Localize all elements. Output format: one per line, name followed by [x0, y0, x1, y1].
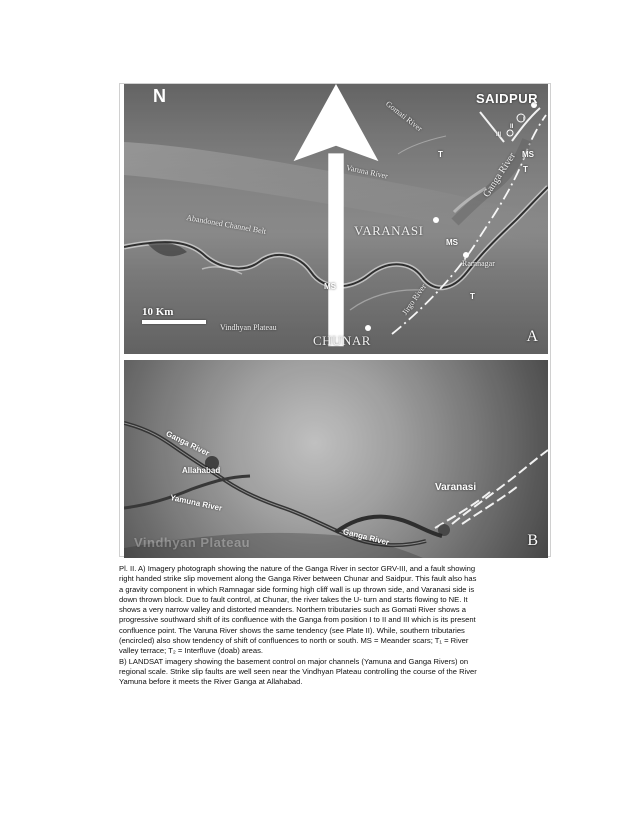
caption-line-2: right handed strike slip movement along the Ganga River between Chunar and Saidpur. This fault also has [119, 574, 477, 584]
caption-line-10: B) LANDSAT imagery showing the basement control on major channels (Yamuna and Ganga Rivers) on [119, 656, 469, 666]
terrace-label-1: T [438, 150, 443, 159]
ganga-river-left-label: Ganga River [164, 429, 211, 458]
ramnagar-label: Ramnagar [462, 259, 495, 268]
terrace-label-3: T [470, 292, 475, 301]
terrace-label-2: T [523, 165, 528, 174]
saidpur-label: SAIDPUR [476, 91, 539, 106]
gomati-river-label: Gomati River [384, 99, 425, 134]
vindhyan-plateau-faint-label: Vindhyan Plateau [134, 535, 251, 550]
figure-caption [119, 564, 551, 688]
caption-line-6: progressive southward shift of its confluence with the Ganga from position I to II and III which is its present [119, 615, 476, 625]
chunar-label: CHUNAR [313, 333, 371, 348]
panel-b-letter: B [527, 532, 538, 549]
caption-line-9: valley terrace; T₂ = Interfluve (doab) areas. [119, 646, 263, 656]
varuna-river-label: Varuna River [345, 163, 389, 181]
abandoned-channel-belt-label: Abandoned Channel Belt [185, 213, 267, 236]
panel-b-map [124, 360, 548, 558]
ganga-river-bottom-label: Ganga River [342, 527, 390, 548]
figure-plate [119, 83, 551, 557]
scale-bar [142, 320, 206, 324]
meander-scar-label-2: MS [446, 238, 458, 247]
caption-line-4: down thrown block. Due to fault control, at Chunar, the river takes the U- turn and starts flowing to NE. It [119, 594, 468, 604]
north-label: N [153, 86, 166, 106]
gomati-confluence-3-label: III [496, 132, 502, 138]
caption-line-8: (encircled) also show tendency of shift of confluences to north or south. MS = Meander scars; T₁ = River [119, 636, 469, 646]
jirgo-river-label: Jirgo River [400, 282, 428, 317]
panel-a-map [124, 84, 548, 354]
varanasi-label-b: Varanasi [435, 482, 477, 493]
scale-label: 10 Km [142, 306, 174, 318]
panel-a-letter: A [526, 328, 538, 345]
caption-line-1: Pl. II. A) Imagery photograph showing the nature of the Ganga River in sector GRV-III, and a fault showing [119, 564, 476, 573]
gomati-confluence-1-label: I [523, 117, 525, 123]
vindhyan-plateau-label: Vindhyan Plateau [220, 323, 277, 332]
caption-line-7: confluence point. The Varuna River shows the same tendency (see Plate II). While, southern tributaries [119, 625, 465, 635]
caption-line-3: a gravity component in which Ramnagar side forming high cliff wall is up thrown side, and Varanasi side is [119, 584, 475, 594]
meander-scar-label-1: MS [522, 150, 534, 159]
allahabad-label: Allahabad [182, 466, 221, 475]
gomati-confluence-2-label: II [510, 124, 514, 130]
caption-line-5: shows a very narrow valley and distorted meanders. Northern tributaries such as Gomati River shows a [119, 605, 466, 615]
ganga-river-label: Ganga River [481, 150, 519, 200]
caption-line-12: Yamuna before it meets the River Ganga at Allahabad. [119, 677, 303, 687]
caption-line-11: regional scale. Strike slip faults are well seen near the Vindhyan Plateau controlling the course of the River [119, 666, 477, 676]
varanasi-label: VARANASI [354, 223, 424, 238]
yamuna-river-label: Yamuna River [169, 493, 223, 513]
panel-b-drawing [124, 360, 548, 558]
meander-scar-label-3: MS [324, 282, 336, 291]
